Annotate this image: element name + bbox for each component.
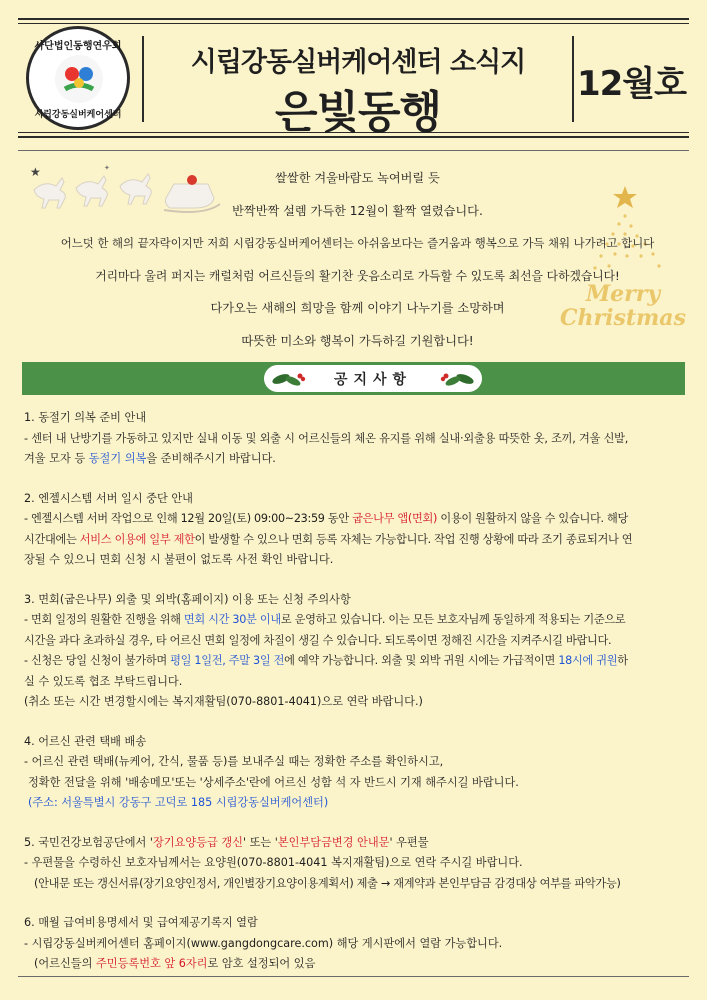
greeting-line: 거리마다 울려 퍼지는 캐럴처럼 어르신들의 활기찬 웃음소리로 가득할 수 있도록 최선을 다하겠습니다! <box>95 268 620 283</box>
header-top-rule-thin <box>18 23 689 24</box>
highlight-text: 평일 1일전, 주말 3일 전 <box>170 654 285 667</box>
notice-line: - 엔젤시스템 서버 작업으로 인해 12월 20일(토) 09:00~23:59 동안 굽은나무 앱(면회) 이용이 원활하지 않을 수 있습니다. 해당 <box>24 512 628 525</box>
merry-christmas-text: Merry Christmas <box>560 281 686 331</box>
highlight-text: 장기요양등급 갱신 <box>152 835 243 849</box>
greeting-line: 반짝반짝 설렘 가득한 12월이 활짝 열렸습니다. <box>232 203 483 218</box>
notice-item-3 <box>24 590 684 713</box>
svg-text:★: ★ <box>30 165 41 179</box>
notice-line: 시간대에는 서비스 이용에 일부 제한이 발생할 수 있으나 면회 등록 자체는 가능합니다. 작업 진행 상황에 따라 조기 종료되거나 연 <box>24 532 633 546</box>
notice-address: (주소: 서울특별시 강동구 고덕로 185 시립강동실버케어센터) <box>28 796 329 809</box>
notice-title: 2. 엔젤시스템 서버 일시 중단 안내 <box>24 491 193 505</box>
notice-line: 겨울 모자 등 동절기 의복을 준비해주시기 바랍니다. <box>24 452 276 465</box>
section-divider <box>18 150 689 151</box>
greeting-line: 다가오는 새해의 희망을 함께 이야기 나누기를 소망하며 <box>210 301 505 315</box>
notice-banner <box>22 362 685 395</box>
footer-divider <box>18 976 689 977</box>
notice-item-6 <box>24 913 684 975</box>
newsletter-subtitle: 시립강동실버케어센터 소식지 <box>190 47 526 78</box>
notice-line: - 시립강동실버케어센터 홈페이지(www.gangdongcare.com) 해당 게시판에서 열람 가능합니다. <box>24 936 503 950</box>
notice-line: - 어르신 관련 택배(뉴케어, 간식, 물품 등)를 보내주실 때는 정확한 주소를 확인하시고, <box>24 755 444 768</box>
greeting-line: 어느덧 한 해의 끝자락이지만 저희 시립강동실버케어센터는 아쉬움보다는 즐거움과 행복으로 가득 채워 나가려고 합니다 <box>60 236 655 250</box>
notice-line: 실 수 있도록 협조 부탁드립니다. <box>24 674 183 688</box>
notice-line: 정확한 전달을 위해 '배송메모'또는 '상세주소'란에 어르신 성함 석 자 반드시 기재 해주시길 바랍니다. <box>28 775 519 789</box>
highlight-text: 주민등록번호 앞 6자리 <box>95 957 208 970</box>
notice-line: - 면회 일정의 원활한 진행을 위해 면회 시간 30분 이내로 운영하고 있습니다. 이는 모든 보호자님께 동일하게 적용되는 기준으로 <box>24 613 626 626</box>
notice-banner-pill <box>264 365 482 392</box>
holly-left-icon <box>272 370 306 392</box>
notice-item-1 <box>24 408 684 470</box>
notice-title: 5. 국민건강보험공단에서 '장기요양등급 갱신' 또는 '본인부담금변경 안내문' 우편물 <box>24 835 429 849</box>
header-divider-left <box>142 36 144 122</box>
highlight-text: 18시에 귀원 <box>558 654 618 667</box>
notice-line: (어르신들의 주민등록번호 앞 6자리로 암호 설정되어 있음 <box>34 957 316 970</box>
greeting-line: 쌀쌀한 겨울바람도 녹여버릴 듯 <box>275 171 440 185</box>
svg-text:✦: ✦ <box>104 164 110 172</box>
notice-banner-title: 공지사항 <box>333 372 413 388</box>
notice-title: 1. 동절기 의복 준비 안내 <box>24 411 147 424</box>
highlight-text: 동절기 의복 <box>88 452 147 465</box>
notice-line: 장될 수 있으니 면회 신청 시 불편이 없도록 사전 확인 바랍니다. <box>24 553 334 566</box>
notice-line: 시간을 과다 초과하실 경우, 타 어르신 면회 일정에 차질이 생길 수 있습니다. 되도록이면 정해진 시간을 지켜주시길 바랍니다. <box>24 633 612 647</box>
logo-org-bottom-text: 시립강동실버케어센터 <box>34 110 122 120</box>
holly-right-icon <box>440 370 474 392</box>
notice-line: - 신청은 당일 신청이 불가하며 평일 1일전, 주말 3일 전에 예약 가능합니다. 외출 및 외박 귀원 시에는 가급적이면 18시에 귀원하 <box>24 654 628 667</box>
notice-list <box>24 408 684 975</box>
logo-emblem-icon <box>55 55 103 103</box>
notice-title: 6. 매월 급여비용명세서 및 급여제공기록지 열람 <box>24 916 258 929</box>
logo-org-top-text: 사단법인동행연우회 <box>34 41 122 52</box>
greeting-line: 따뜻한 미소와 행복이 가득하길 기원합니다! <box>241 333 474 348</box>
notice-title: 3. 면회(굽은나무) 외출 및 외박(홈페이지) 이용 또는 신청 주의사항 <box>24 592 351 606</box>
header-top-rule <box>18 18 689 20</box>
newsletter-header <box>18 18 689 138</box>
greeting-message <box>45 162 670 357</box>
notice-item-4 <box>24 732 684 814</box>
notice-line: - 우편물을 수령하신 보호자님께서는 요양원(070-8801-4041 복지재활팀)으로 연락 주시길 바랍니다. <box>24 856 523 869</box>
highlight-text: 굽은나무 앱(면회) <box>352 512 438 525</box>
highlight-text: 서비스 이용에 일부 제한 <box>79 532 195 546</box>
notice-item-2 <box>24 489 684 571</box>
notice-title: 4. 어르신 관련 택배 배송 <box>24 734 147 748</box>
highlight-text: 면회 시간 30분 이내 <box>183 613 281 626</box>
org-logo <box>26 26 130 130</box>
notice-item-5 <box>24 833 684 895</box>
highlight-text: 본인부담금변경 안내문 <box>277 835 390 849</box>
newsletter-title: 은빛동행 <box>274 87 441 138</box>
issue-label: 12월호 <box>576 64 686 104</box>
notice-line: (안내문 또는 갱신서류(장기요양인정서, 개인별장기요양이용계획서) 제출 → 재계약과 본인부담금 감경대상 여부를 파악가능) <box>34 876 621 890</box>
notice-line: - 센터 내 난방기를 가동하고 있지만 실내 이동 및 외출 시 어르신들의 체온 유지를 위해 실내·외출용 따뜻한 옷, 조끼, 겨울 신발, <box>24 431 629 445</box>
notice-line: (취소 또는 시간 변경할시에는 복지재활팀(070-8801-4041)으로 연락 바랍니다.) <box>24 695 423 708</box>
